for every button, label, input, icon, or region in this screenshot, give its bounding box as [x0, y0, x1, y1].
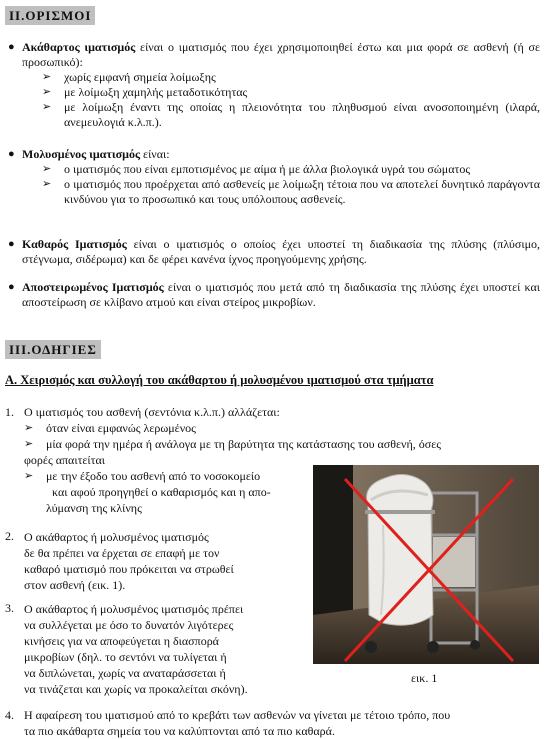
list-item-text: με λοίμωξη έναντι της οποίας η πλειονότητα του πληθυσμού είναι ανοσοποιημένη (ιλαρά, ανεμευλογιά κ.λ.π.). [64, 100, 540, 129]
text-line: κινήσεις για να αποφεύγεται η διασπορά [24, 634, 219, 648]
arrow-icon: ➢ [24, 470, 34, 482]
list-item [42, 70, 540, 85]
arrow-icon: ➢ [42, 86, 52, 98]
item-4-line: τα πιο ακάθαρτα σημεία του να καλύπτονται από τα πιο καθαρά. [24, 724, 335, 738]
arrow-icon: ➢ [24, 438, 34, 450]
definition-body: είναι: [140, 147, 170, 161]
definitions-heading: II.ΟΡΙΣΜΟΙ [5, 6, 95, 25]
definition-dirty [0, 40, 554, 130]
list-item [42, 177, 540, 207]
definition-sterilized [0, 280, 554, 310]
definition-body: είναι ο ιματισμός ο οποίος έχει υποστεί τη διαδικασία της πλύσης (πλύσιμο, στέγνωμα, σιδέρωμα) και δε φέρει κανένα ίχνος προηγούμενης χρήσης. [22, 237, 541, 266]
list-item [42, 100, 540, 130]
laundry-cart-photo [313, 465, 539, 664]
list-item-text: ο ιματισμός που είναι εμποτισμένος με αίμα ή με άλλα βιολογικά υγρά του σώματος [64, 162, 471, 176]
arrow-icon: ➢ [42, 101, 52, 113]
item-2-text [24, 529, 234, 593]
text-line: Ο ακάθαρτος ή μολυσμένος ιματισμός [24, 530, 209, 544]
arrow-icon: ➢ [42, 163, 52, 175]
figure-caption: εικ. 1 [411, 671, 438, 685]
item-3-text [24, 601, 248, 697]
bullet-icon: ● [8, 148, 15, 160]
bullet-icon: ● [8, 281, 15, 293]
term: Καθαρός Ιματισμός [22, 237, 127, 251]
item-1-sub-cont: λύμανση της κλίνης [46, 501, 142, 515]
definition-clean [0, 237, 554, 267]
definition-text [22, 40, 540, 70]
text-line: να συλλέγεται με όσο το δυνατόν λιγότερες [24, 618, 234, 632]
item-1-sub-cont: φορές απαιτείται [24, 453, 105, 467]
definition-text [22, 237, 540, 267]
definition-body: είναι ο ιματισμός που μετά από τη διαδικασία της πλύσης έχει υποστεί και αποστείρωση σε κλίβανο ατμού και είναι στείρος μικροβίων. [22, 280, 540, 309]
text-line: μικροβίων (δηλ. το σεντόνι να τυλίγεται ή [24, 650, 227, 664]
text-line: καθαρό ιματισμό που πρόκειται να στρωθεί [24, 562, 234, 576]
arrow-icon: ➢ [24, 422, 34, 434]
definition-body: είναι ο ιματισμός που έχει χρησιμοποιηθεί έστω και μια φορά σε ασθενή (ή σε προσωπικό): [22, 40, 540, 69]
laundry-cart-illustration [313, 465, 539, 664]
bullet-icon: ● [8, 238, 15, 250]
item-1-sub: μία φορά την ημέρα ή ανάλογα με τη βαρύτητα της κατάστασης του ασθενή, όσες [46, 437, 442, 451]
list-item [42, 85, 540, 100]
definition-text [22, 147, 540, 162]
item-number: 4. [5, 708, 14, 722]
item-number: 3. [5, 601, 14, 615]
text-line: να διπλώνεται, χωρίς να αναταράσσεται ή [24, 666, 226, 680]
item-4-line: Η αφαίρεση του ιματισμού από το κρεβάτι των ασθενών να γίνεται με τέτοιο τρόπο, που [24, 708, 451, 722]
item-number: 2. [5, 529, 14, 543]
text-line: δε θα πρέπει να έρχεται σε επαφή με τον [24, 546, 220, 560]
item-1-lead: Ο ιματισμός του ασθενή (σεντόνια κ.λ.π.) αλλάζεται: [24, 405, 280, 419]
term: Μολυσμένος ιματισμός [22, 147, 141, 161]
arrow-icon: ➢ [42, 178, 52, 190]
item-number: 1. [5, 405, 14, 419]
item-1-sub: όταν είναι εμφανώς λερωμένος [46, 421, 196, 435]
item-1-sub: με την έξοδο του ασθενή από το νοσοκομείο [46, 469, 261, 483]
section-a-title: Α. Χειρισμός και συλλογή του ακάθαρτου ή μολυσμένου ιματισμού στα τμήματα [5, 373, 434, 387]
term: Ακάθαρτος ιματισμός [22, 40, 136, 54]
bullet-icon: ● [8, 41, 15, 53]
list-item-text: με λοίμωξη χαμηλής μεταδοτικότητας [64, 85, 248, 99]
item-1-sub-cont: και αφού προηγηθεί ο καθαρισμός και η απο- [52, 485, 271, 499]
list-item-text: ο ιματισμός που προέρχεται από ασθενείς με λοίμωξη τέτοια που να αποτελεί δυνητικό παράγοντα κινδύνου για το προσωπικό και τους υπόλοιπους ασθενείς. [64, 177, 540, 206]
arrow-icon: ➢ [42, 71, 52, 83]
instructions-heading: ΙΙΙ.ΟΔΗΓΙΕΣ [5, 340, 101, 359]
term: Αποστειρωμένος Ιματισμός [22, 280, 164, 294]
text-line: στον ασθενή (εικ. 1). [24, 578, 126, 592]
list-item [42, 162, 540, 177]
text-line: Ο ακάθαρτος ή μολυσμένος ιματισμός πρέπει [24, 602, 244, 616]
text-line: να τινάζεται και χωρίς να προκαλείται σκόνη). [24, 682, 248, 696]
definition-text [22, 280, 540, 310]
definition-contaminated [0, 147, 554, 207]
list-item-text: χωρίς εμφανή σημεία λοίμωξης [64, 70, 216, 84]
